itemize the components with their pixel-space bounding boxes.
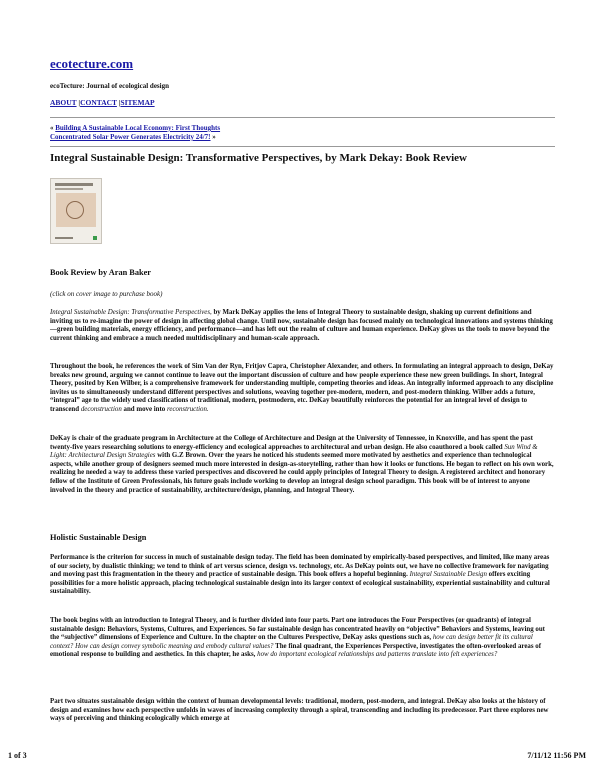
prev-marker: «	[50, 124, 54, 132]
nav-contact-link[interactable]: CONTACT	[80, 98, 117, 107]
page-counter: 1 of 3	[8, 751, 27, 760]
cover-title-bar	[55, 183, 93, 186]
section-heading: Holistic Sustainable Design	[50, 533, 147, 542]
nav-separator: |	[118, 98, 121, 107]
site-home-link[interactable]: ecotecture.com	[50, 56, 134, 71]
paragraph-part-two: Part two situates sustainable design within the context of human developmental levels: traditional, modern, post-modern, and integral. DeKay also looks at the history of design and examines how each perspective unfolds in waves of increasing complexity through a spiral, transcending and including its predecessor. Part three explores new ways of perceiving and thinking ecologically which emerge at	[50, 698, 549, 723]
top-navigation	[50, 98, 155, 107]
page-title: Integral Sustainable Design: Transformative Perspectives, by Mark Dekay: Book Review	[50, 152, 467, 164]
nav-about-link[interactable]: ABOUT	[50, 98, 77, 107]
header-divider	[50, 117, 555, 118]
print-timestamp: 7/11/12 11:56 PM	[527, 751, 586, 760]
post-navigation	[50, 124, 220, 142]
title-divider	[50, 146, 555, 147]
book-cover-image[interactable]	[50, 178, 102, 244]
site-tagline: ecoTecture: Journal of ecological design	[50, 82, 169, 90]
nav-sitemap-link[interactable]: SITEMAP	[120, 98, 155, 107]
cover-author-bar	[55, 237, 73, 239]
cover-subtitle-bar	[55, 188, 83, 190]
paragraph-intro: Integral Sustainable Design: Transformative Perspectives, by Mark DeKay applies the lens of Integral Theory to sustainable design, shaking up current definitions and inviting us to re-imagine the power of design in affecting global change. Until now, sustainable design has focused mainly on technological innovations and systems thinking—green building materials, energy efficiency, and performance—and has left out the realm of culture and human experience. DeKay gives us the tools to move beyond the current thinking and embrace a much needed multidisciplinary and human-scale approach.	[50, 309, 553, 342]
paragraph-holistic: Performance is the criterion for success in much of sustainable design today. The field has been dominated by empirically-based perspectives, and limited, like many areas of our society, by dualistic thinking; we tend to think of art versus science, design vs. technology, etc. As DeKay points out, we have no collective framework for navigating and moving past this fragmentation in the theory and practice of sustainable design. This book offers a hopeful beginning. Integral Sustainable Design offers exciting possibilities for a more holistic approach, placing technological sustainable design into its larger context of ecological sustainability, experiential sustainability and cultural sustainability.	[50, 554, 550, 596]
publisher-logo-icon	[93, 236, 97, 240]
previous-post-link[interactable]: Building A Sustainable Local Economy: First Thoughts	[55, 124, 221, 132]
next-post-link[interactable]: Concentrated Solar Power Generates Electricity 24/7!	[50, 133, 211, 141]
nav-separator: |	[78, 98, 81, 107]
paragraph-author-bio: DeKay is chair of the graduate program in Architecture at the College of Architecture and Design at the University of Tennessee, in Knoxville, and has spent the past twenty-five years researching solutions to energy-efficiency and ecological approaches to architectural and urban design. He also coauthored a book called Sun Wind & Light: Architectural Design Strategies with G.Z Brown. Over the years he noticed his students seemed more motivated by aesthetics and experience than technological aspects, while another group of designers seemed much more interested in design-as-storytelling, rather than how it looks or functions. He began to reflect on his own work, realizing he needed a way to address these varied perspectives and discovered he could apply principles of Integral Theory to design. A registered architect and honorary fellow of the Institute of Green Professionals, his future goals include working to develop an integral design school paradigm. This book will be of interest to anyone involved in the theory and practice of sustainability, architecture/design, planning, and Integral Theory.	[50, 435, 554, 494]
paragraph-integral-theory: Throughout the book, he references the work of Sim Van der Ryn, Fritjov Capra, Christopher Alexander, and others. In formulating an integral approach to design, DeKay breaks new ground, arguing we cannot continue to leave out the important discussion of culture and how people experience these new green buildings. In short, Integral Theory, posited by Ken Wilber, is a comprehensive framework for understanding multiple, competing theories and ideas. An integrally informed approach to any discipline invites us to simultaneously understand different perspectives and solutions, weaving together pre-modern, modern, and post-modern thinking. Wilber adds a future, “integral” age to the widely used classifications of traditional, modern, postmodern, etc. DeKay beautifully reinforces the potential for an integral level of design to transcend deconstruction and move into reconstruction.	[50, 363, 554, 413]
next-marker: »	[212, 133, 216, 141]
cover-purchase-note: (click on cover image to purchase book)	[50, 290, 163, 298]
cover-artwork	[56, 193, 96, 227]
review-byline: Book Review by Aran Baker	[50, 268, 151, 277]
paragraph-four-perspectives: The book begins with an introduction to Integral Theory, and is further divided into four parts. Part one introduces the Four Perspectives (or quadrants) of integral sustainable design: Behaviors, Systems, Cultures, and Experiences. So far sustainable design has concentrated heavily on “objective” Behaviors and Systems, leaving out the “subjective” dimensions of Experience and Culture. In the chapter on the Cultures Perspective, DeKay asks questions such as, how can design better fit its cultural context? How can design convey symbolic meaning and embody cultural values? The final quadrant, the Experiences Perspective, investigates the often-overlooked areas of emotional response to building and aesthetics. In this chapter, he asks, how do important ecological relationships and patterns translate into felt experiences?	[50, 617, 545, 659]
